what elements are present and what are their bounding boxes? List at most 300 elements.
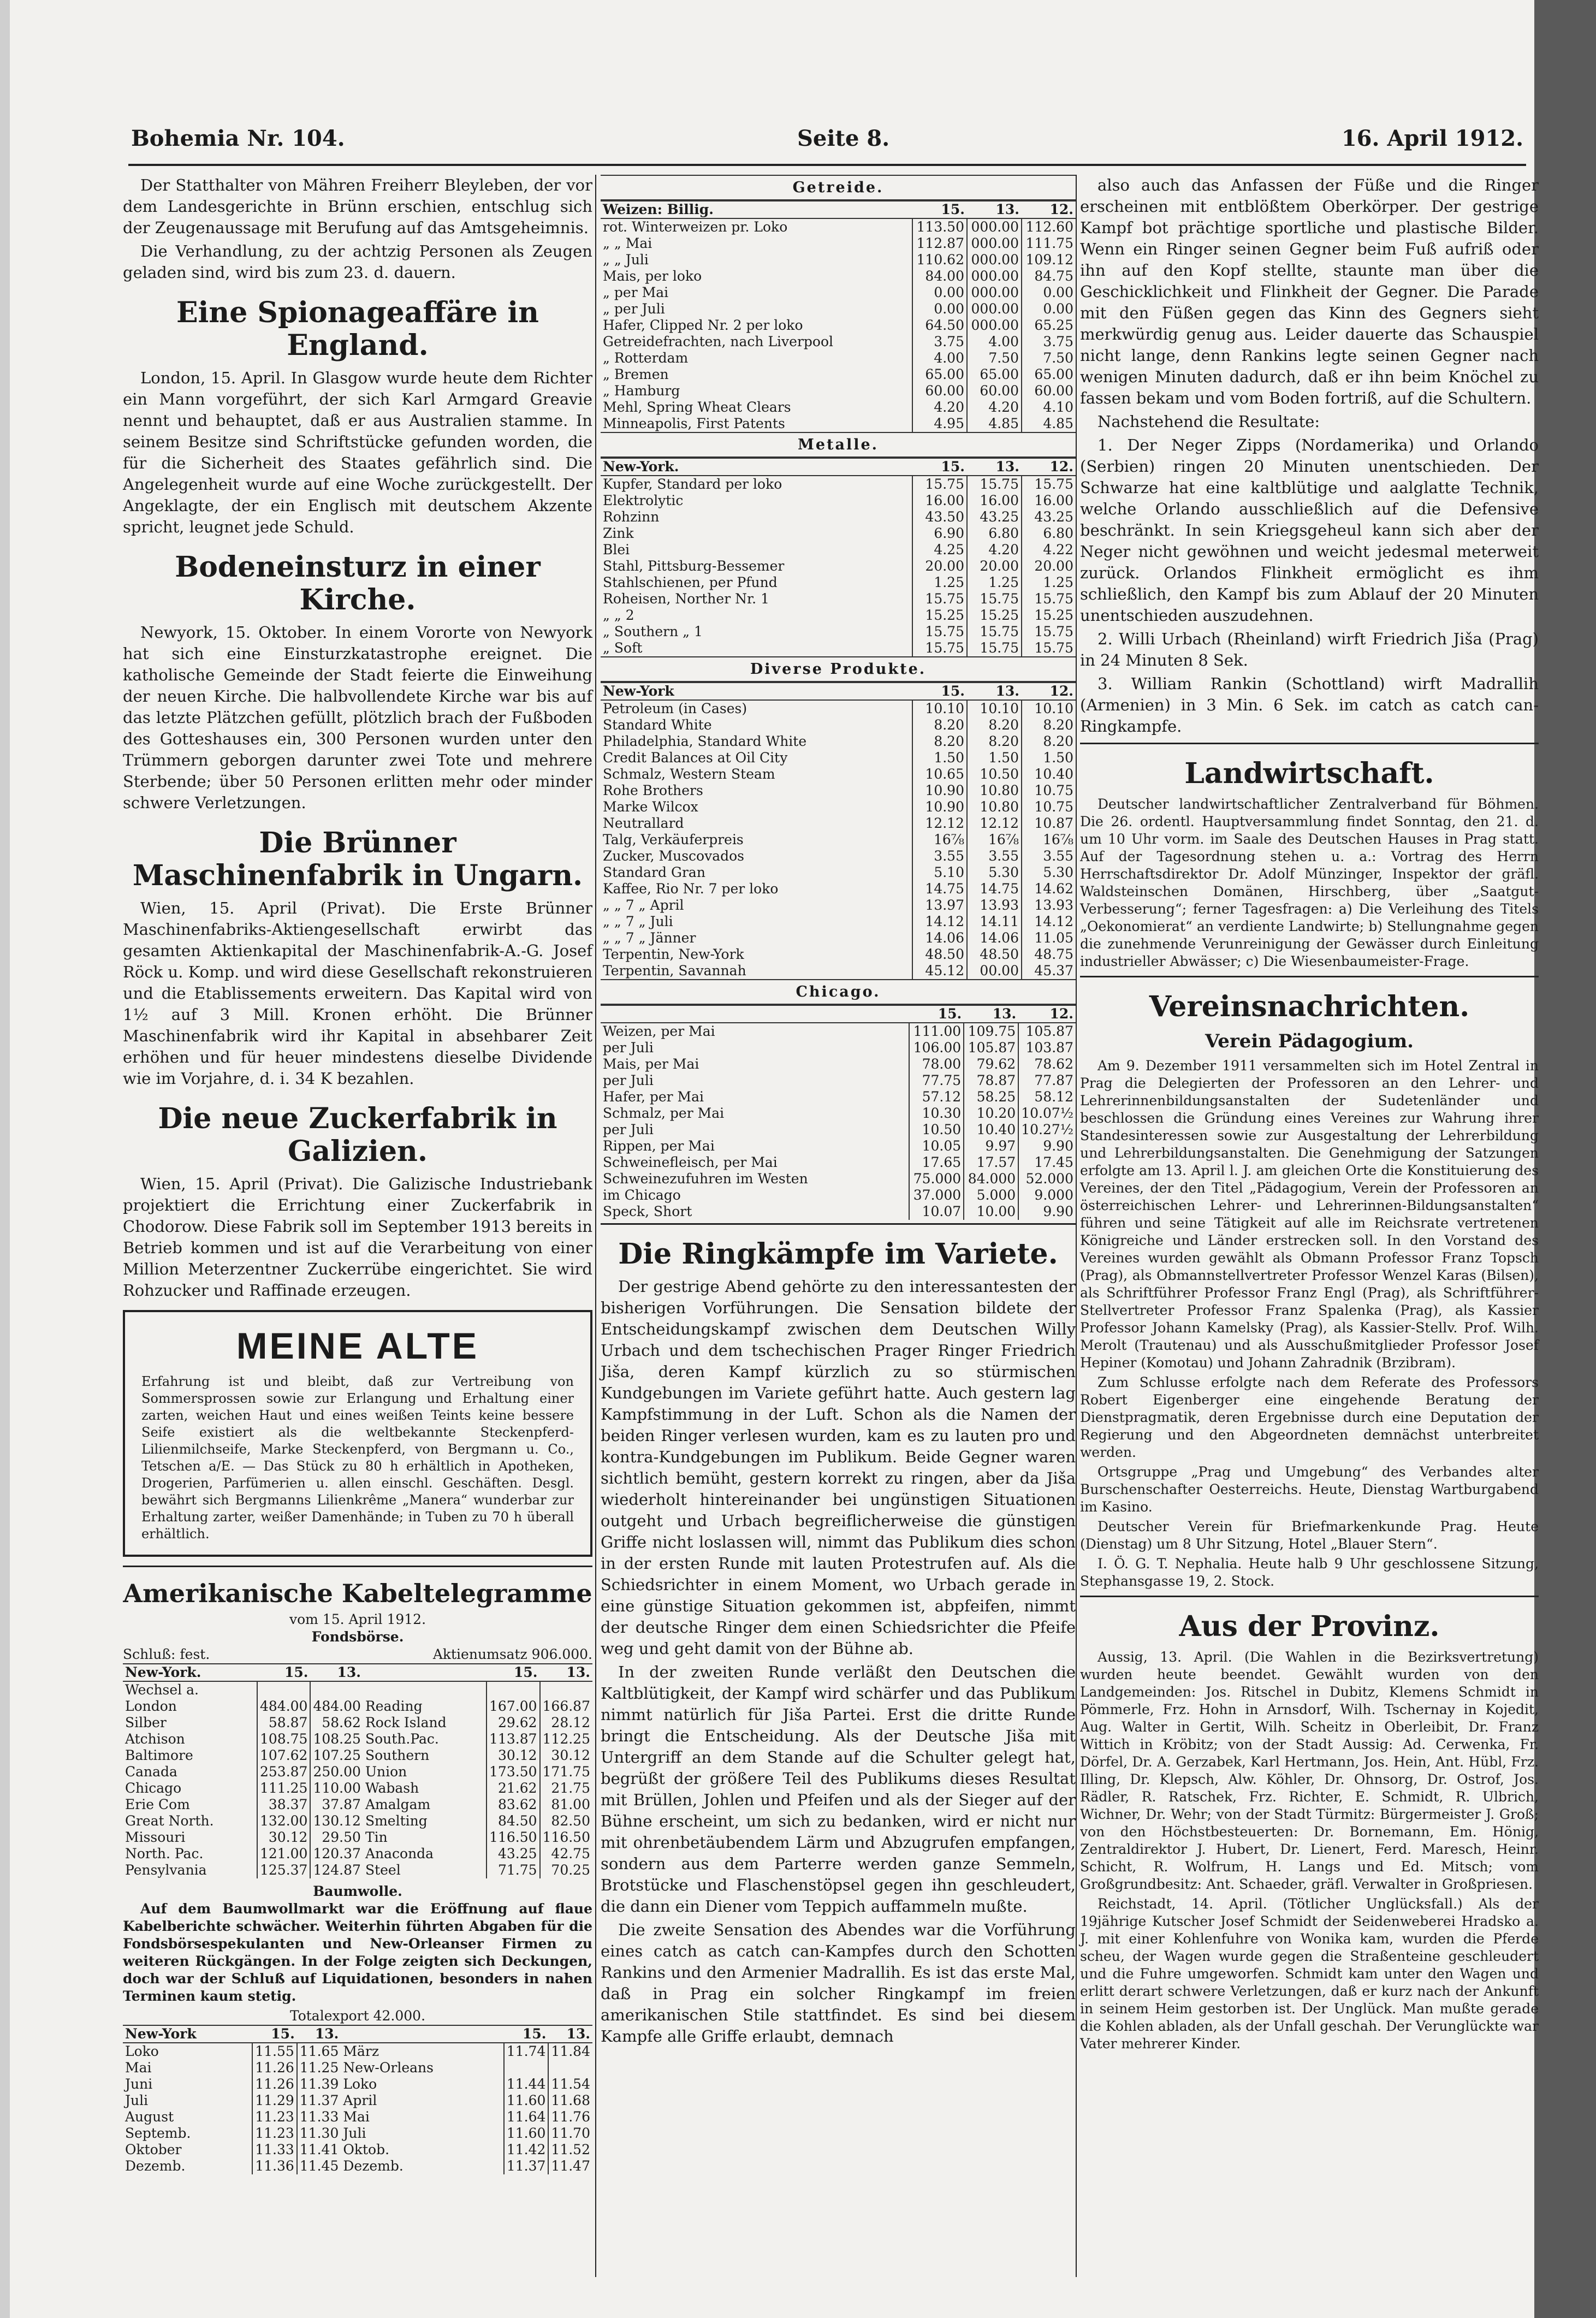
table-cell: South.Pac. — [365, 1731, 439, 1747]
table-row — [123, 2158, 592, 2174]
article-paragraph: Am 9. Dezember 1911 versammelten sich im Hotel Zentral in Prag die Delegierten der Professoren an den Lehrer- und Lehrerinnenbildungsanstalten der Sudetenländer und beschlossen die Gründung eines Vereines zur Wahrung ihrer Standesinteressen sowie zur Ausgestaltung der Lehrerbildung und Lehrerbildungsanstalten. Die Genehmigung der Satzungen erfolgte am 13. April l. J. am gleichen Orte die Konstituierung des Vereines, der den Titel „Pädagogium, Verein der Professoren an österreichischen Lehrer- und Lehrerinnen-Bildungsanstalten“ führen und seine Tätigkeit auf alle im Reichsrate vertretenen Königreiche und Länder erstrecken soll. In den Vorstand des Vereines wurden gewählt als Obmann Professor Franz Topsch (Prag), als Obmannstellvertreter Professor Wenzel Karas (Bilsen), als Schriftführer Professor Franz Engl (Prag), als Schriftführer-Stellvertreter Professor Franz Spalenka (Prag), als Kassier Professor Johann Kamelsky (Prag), als Kassier-Stellv. Prof. Wilh. Merolt (Trautenau) und als Ausschußmitglieder Professor Josef Hepiner (Komotau) und Johann Zahradnik (Brzibram). — [1080, 1058, 1539, 1371]
article-paragraph: Der Statthalter von Mähren Freiherr Bleyleben, der vor dem Landesgerichte in Brünn erschien, entschlug sich der Zeugenaussage mit Berufung auf das Amtsgeheimnis. — [123, 176, 592, 237]
table-cell: Neutrallard — [603, 815, 684, 831]
table-header-row — [601, 683, 1076, 700]
table-cell: „ Southern „ 1 — [603, 624, 703, 639]
table-row — [123, 2060, 592, 2076]
table-row — [601, 640, 1076, 656]
table-row — [601, 284, 1076, 301]
table-cell: 113.50 — [912, 218, 967, 235]
table-row — [123, 1797, 592, 1813]
table-cell: Speck, Short — [603, 1204, 692, 1219]
table-cell: Juli — [343, 2125, 366, 2141]
table-row — [601, 399, 1076, 416]
table-cell: 15.75 — [967, 476, 1022, 493]
table-cell: 1.25 — [912, 574, 967, 591]
section-rule — [1080, 1596, 1539, 1597]
table-header-cell: 13. — [967, 683, 1022, 700]
table-cell: 000.00 — [967, 284, 1022, 301]
table-cell: 48.50 — [967, 946, 1022, 963]
table-cell: Rippen, per Mai — [603, 1138, 715, 1154]
table-header-cell — [341, 2025, 503, 2043]
table-cell: 0.00 — [912, 284, 967, 301]
table-cell: 00.00 — [967, 963, 1022, 979]
table-cell: 4.85 — [967, 416, 1022, 432]
table-row — [601, 700, 1076, 717]
table-cell: 5.000 — [964, 1187, 1018, 1204]
table-cell: Kaffee, Rio Nr. 7 per loko — [603, 881, 779, 897]
header-page-number: Seite 8. — [797, 126, 890, 151]
table-cell: 45.12 — [912, 963, 967, 979]
table-row — [601, 799, 1076, 815]
table-cell: 173.50 — [486, 1764, 539, 1780]
table-row — [601, 897, 1076, 914]
table-cell: 12.12 — [912, 815, 967, 832]
table-cell: 1.25 — [967, 574, 1022, 591]
table-header-cell: 13. — [548, 2025, 592, 2043]
table-cell: 4.00 — [912, 350, 967, 366]
table-cell: 29.50 — [310, 1829, 363, 1846]
notice-paragraph: Deutscher Verein für Briefmarkenkunde Prag. Heute (Dienstag) um 8 Uhr Sitzung, Hotel „Blauer Stern“. — [1080, 1519, 1539, 1552]
table-cell: 10.07 — [909, 1204, 964, 1220]
table-cell: 000.00 — [967, 235, 1022, 252]
table-row — [123, 1698, 592, 1715]
table-row — [123, 1813, 592, 1829]
table-header-cell: 15. — [912, 683, 967, 700]
article-paragraph: Die Verhandlung, zu der achtzig Personen als Zeugen geladen sind, wird bis zum 23. d. dauern. — [123, 242, 592, 282]
table-cell: 000.00 — [967, 268, 1022, 284]
table-cell: London — [125, 1698, 177, 1714]
table-cell: 1.25 — [1022, 574, 1076, 591]
table-cell: 112.25 — [540, 1731, 592, 1747]
table-cell: 11.23 — [252, 2109, 297, 2125]
table-cell: 75.000 — [909, 1171, 964, 1187]
table-cell: Zucker, Muscovados — [603, 848, 745, 864]
scan-right-edge — [1534, 0, 1596, 2318]
table-cell: 167.00 — [486, 1698, 539, 1715]
table-cell: 10.40 — [1022, 766, 1076, 782]
table-cell: 17.45 — [1018, 1154, 1076, 1171]
table-cell: 108.25 — [310, 1731, 363, 1747]
header-paper-name: Bohemia Nr. 104. — [131, 126, 345, 151]
table-row — [601, 334, 1076, 350]
table-cell: 110.00 — [310, 1780, 363, 1797]
table-row — [601, 235, 1076, 252]
table-cell: 1.50 — [912, 750, 967, 766]
table-cell: Elektrolytic — [603, 493, 684, 508]
table-header-cell: 13. — [967, 458, 1022, 476]
column-divider-1 — [595, 175, 596, 2277]
table-cell: 48.50 — [912, 946, 967, 963]
table-row — [601, 815, 1076, 832]
table-cell: 84.00 — [912, 268, 967, 284]
article-paragraph: Die zweite Sensation des Abendes war die Vorführung eines catch as catch can-Kampfes durch den Schotten Rankins und den Armenier Madrallih. Es ist das erste Mal, daß in Prag ein solcher Ringkampf im freien amerikanischen Stile stattfindet. Es sind bei diesem Kampfe alle Griffe erlaubt, demnach — [601, 1920, 1076, 2046]
table-row — [601, 1040, 1076, 1056]
table-cell: 52.000 — [1018, 1171, 1076, 1187]
table-header-cell: 13. — [310, 1664, 363, 1681]
table-cell: 10.10 — [1022, 700, 1076, 717]
table-row — [601, 766, 1076, 782]
table-row — [601, 268, 1076, 284]
table-cell: Pensylvania — [125, 1862, 207, 1878]
table-cell: Oktob. — [343, 2142, 390, 2157]
cable-date: vom 15. April 1912. — [289, 1611, 426, 1627]
table-cell: 14.11 — [967, 914, 1022, 930]
table-cell: 13.93 — [967, 897, 1022, 914]
table-cell: April — [343, 2092, 377, 2108]
table-row — [123, 2092, 592, 2109]
article-paragraph: Wien, 15. April (Privat). Die Erste Brünner Maschinenfabriks-Aktiengesellschaft erwirbt das gesamten Aktienkapital der Maschinenfabrik-A.-G. Josef Röck u. Komp. und wird diese Gesellschaft rekonstruieren und die Etablissements erweitern. Das Kapital wird von 1½ auf 3 Mill. Kronen erhöht. Die Brünner Maschinenfabrik wird ihr Kapital in absehbarer Zeit erhöhen und für heuer mindestens dieselbe Dividende wie im Vorjahre, d. i. 34 K bezahlen. — [123, 899, 592, 1088]
table-cell: 9.000 — [1018, 1187, 1076, 1204]
table-cell: 111.25 — [257, 1780, 310, 1797]
table-cell: 13.97 — [912, 897, 967, 914]
table-cell: 10.80 — [967, 799, 1022, 815]
table-cell: 10.40 — [964, 1122, 1018, 1138]
table-row — [601, 1023, 1076, 1040]
table-cell: 8.20 — [967, 717, 1022, 733]
table-cell: 0.00 — [1022, 301, 1076, 317]
table-cell: 16.00 — [1022, 493, 1076, 509]
table-cell: 5.30 — [1022, 864, 1076, 881]
table-cell: 17.57 — [964, 1154, 1018, 1171]
table-row — [601, 832, 1076, 848]
table-row — [601, 946, 1076, 963]
table-cell — [504, 2060, 549, 2076]
table-row — [601, 542, 1076, 558]
table-header-row — [601, 458, 1076, 476]
table-cell: 14.62 — [1022, 881, 1076, 897]
table-cell: 79.62 — [964, 1056, 1018, 1072]
table-cell: Petroleum (in Cases) — [603, 701, 747, 716]
table-cell: Talg, Verkäuferpreis — [603, 832, 744, 847]
table-cell: 10.87 — [1022, 815, 1076, 832]
table-cell: 4.10 — [1022, 399, 1076, 416]
headline-brno-factory: Die Brünner Maschinenfabrik in Ungarn. — [132, 826, 583, 892]
table-cell: 14.75 — [912, 881, 967, 897]
table-cell: Kupfer, Standard per loko — [603, 476, 782, 492]
table-cell: 000.00 — [967, 317, 1022, 334]
metal-table — [601, 458, 1076, 656]
table-cell: Missouri — [125, 1829, 186, 1845]
table-cell: 58.62 — [310, 1715, 363, 1731]
table-cell: Canada — [125, 1764, 177, 1780]
table-cell: „ „ Juli — [603, 252, 649, 268]
article-paragraph: Deutscher landwirtschaftlicher Zentralverband für Böhmen. Die 26. ordentl. Hauptversammlung findet Sonntag, den 21. d. um 10 Uhr vorm. im Saale des Deutschen Hauses in Prag statt. Auf der Tagesordnung stehen u. a.: Vortrag des Herrn Herrschaftsdirektor Dr. Adolf Münzinger, Inspektor der gräfl. Waldsteinschen Domänen, Hirschberg, über „Saatgut-Verbesserung“; ferner Tagesfragen: a) Die Verleihung des Titels „Oekonomierat“ an verdiente Landwirte; b) Stellungnahme gegen die zunehmende Verunreinigung der Gewässer durch Einleitung industrieller Abwässer; c) Die Wiesenbaumeister-Frage. — [1080, 796, 1539, 969]
table-cell: 16.00 — [912, 493, 967, 509]
table-cell: 16⅞ — [1022, 832, 1076, 848]
table-cell: 15.75 — [912, 476, 967, 493]
table-row — [601, 1122, 1076, 1138]
headline-church-collapse: Bodeneinsturz in einer Kirche. — [175, 550, 541, 616]
table-cell: Amalgam — [365, 1797, 431, 1812]
table-cell: Atchison — [125, 1731, 185, 1747]
table-row — [123, 2109, 592, 2125]
table-cell: 84.75 — [1022, 268, 1076, 284]
table-cell: 6.80 — [967, 525, 1022, 542]
table-cell: 15.75 — [967, 591, 1022, 607]
table-cell: 10.27½ — [1018, 1122, 1076, 1138]
table-cell: 60.00 — [912, 383, 967, 399]
table-cell: 15.75 — [1022, 591, 1076, 607]
table-row — [601, 750, 1076, 766]
table-cell: 11.30 — [297, 2125, 341, 2142]
table-cell: 4.95 — [912, 416, 967, 432]
table-cell: 116.50 — [486, 1829, 539, 1846]
table-cell: Smelting — [365, 1813, 428, 1829]
table-row — [601, 301, 1076, 317]
table-cell: 42.75 — [540, 1846, 592, 1862]
table-cell: 8.20 — [1022, 733, 1076, 750]
table-cell: 124.87 — [310, 1862, 363, 1878]
chicago-title: Chicago. — [601, 979, 1076, 1005]
table-cell: 14.12 — [1022, 914, 1076, 930]
article-paragraph: In der zweiten Runde verläßt den Deutschen die Kaltblütigkeit, der Kampf wird schärfer und das Publikum nimmt natürlich für Jiša Partei. Erst die dritte Runde bringt die Entscheidung. Als der Deutsche Jiša mit Untergriff an dem Stande auf die Schulter gelegt hat, begrüßt der größere Teil des Publikums dieses Resultat mit Brüllen, Johlen und Pfeifen und als der Sieger auf der Bühne erscheint, um sich zu bedanken, wird er nicht nur mit ohrenbetäubendem Lärm und Abzugrufen empfangen, sondern aus dem Parterre werden ganze Semmeln, Brotstücke und Flaschenstöpsel gegen ihn geschleudert, die dann ein Diener vom Teppich auffammeln mußte. — [601, 1663, 1076, 1916]
table-cell: März — [343, 2043, 379, 2059]
table-cell: Credit Balances at Oil City — [603, 750, 788, 766]
table-cell: 8.20 — [912, 717, 967, 733]
table-cell: 112.60 — [1022, 218, 1076, 235]
table-cell: 125.37 — [257, 1862, 310, 1878]
table-cell: 78.87 — [964, 1072, 1018, 1089]
table-cell: 9.90 — [1018, 1204, 1076, 1220]
table-cell: Hafer, Clipped Nr. 2 per loko — [603, 317, 803, 333]
table-cell: Steel — [365, 1862, 401, 1878]
table-cell: 10.10 — [912, 700, 967, 717]
table-cell: Dezemb. — [343, 2158, 404, 2174]
table-cell: Southern — [365, 1747, 430, 1763]
table-header-cell: Weizen: Billig. — [601, 201, 912, 218]
table-cell: 107.25 — [310, 1747, 363, 1764]
table-cell: 71.75 — [486, 1862, 539, 1878]
table-cell: Terpentin, Savannah — [603, 963, 746, 979]
table-cell: Schweinezufuhren im Westen — [603, 1171, 808, 1187]
table-cell: 15.75 — [1022, 476, 1076, 493]
table-header-cell: 13. — [540, 1664, 592, 1681]
table-cell: 20.00 — [967, 558, 1022, 574]
table-header-cell: 15. — [909, 1005, 964, 1023]
table-cell: 48.75 — [1022, 946, 1076, 963]
table-cell: 60.00 — [967, 383, 1022, 399]
table-row — [123, 1731, 592, 1747]
table-cell: 10.07½ — [1018, 1105, 1076, 1122]
notice-paragraph: I. Ö. G. T. Nephalia. Heute halb 9 Uhr geschlossene Sitzung, Stephansgasse 19, 2. Stock. — [1080, 1556, 1539, 1589]
table-row — [601, 383, 1076, 399]
article-paragraph: also auch das Anfassen der Füße und die Ringer erscheinen mit entblößtem Oberkörper. Der gestrige Kampf bot prächtige sportliche und plastische Bilder. Wenn ein Ringer seinen Gegner beim Fuß aufriß oder ihn auf den Kopf stellte, staunte man über die Geschicklichkeit und Flinkheit der Gegner. Die Parade mit den Füßen gegen das Kinn des Gegners sieht merkwürdig genug aus. Leider dauerte das Schauspiel nicht lange, denn Rankins legte seinen Gegner nach wenigen Minuten dadurch, daß er ihn beim Knöchel zu fassen bekam und vom Boden fortriß, auf die Schultern. — [1080, 176, 1539, 407]
table-cell: 6.80 — [1022, 525, 1076, 542]
table-cell: 43.25 — [967, 509, 1022, 525]
table-cell: 16.00 — [967, 493, 1022, 509]
table-cell: Reading — [365, 1698, 423, 1714]
table-cell: 30.12 — [486, 1747, 539, 1764]
table-cell: 15.75 — [912, 640, 967, 656]
column-1 — [123, 175, 592, 2174]
grain-table — [601, 200, 1076, 432]
table-cell: 11.70 — [548, 2125, 592, 2142]
table-cell: 15.25 — [967, 607, 1022, 624]
table-cell: 65.00 — [967, 366, 1022, 383]
table-header-cell — [363, 1664, 486, 1681]
table-row — [123, 2125, 592, 2142]
table-row — [123, 1681, 592, 1698]
table-cell: 1.50 — [1022, 750, 1076, 766]
table-cell: 1.50 — [967, 750, 1022, 766]
table-cell: 14.12 — [912, 914, 967, 930]
table-cell: Loko — [343, 2076, 377, 2092]
table-cell: 5.30 — [967, 864, 1022, 881]
table-cell: „ Soft — [603, 640, 643, 656]
table-cell: 64.50 — [912, 317, 967, 334]
table-cell: Rohe Brothers — [603, 782, 703, 798]
table-cell: 109.75 — [964, 1023, 1018, 1040]
cotton-title: Baumwolle. — [313, 1883, 402, 1899]
table-cell: 83.62 — [486, 1797, 539, 1813]
table-cell: 10.75 — [1022, 782, 1076, 799]
table-cell: 250.00 — [310, 1764, 363, 1780]
table-header-row — [123, 2025, 592, 2043]
table-header-cell: 12. — [1022, 458, 1076, 476]
table-row — [601, 218, 1076, 235]
table-cell: „ Rotterdam — [603, 350, 689, 366]
chicago-table — [601, 1005, 1076, 1220]
table-cell: 15.75 — [1022, 624, 1076, 640]
table-cell: 10.90 — [912, 799, 967, 815]
table-cell: 84.000 — [964, 1171, 1018, 1187]
table-cell: 43.25 — [486, 1846, 539, 1862]
table-cell: 113.87 — [486, 1731, 539, 1747]
table-cell: 484.00 — [257, 1698, 310, 1715]
table-cell: 21.62 — [486, 1780, 539, 1797]
table-cell: 7.50 — [1022, 350, 1076, 366]
cotton-text: Auf dem Baumwollmarkt war die Eröffnung auf flaue Kabelberichte schwächer. Weiterhin führten Abgaben für die Fondsbörsespekulanten und New-Orleanser Firmen zu weiteren Rückgängen. In der Folge zeigten sich Deckungen, doch war der Schluß auf Liquidationen, besonders in nahen Terminen kaum stetig. — [123, 1901, 592, 2004]
table-row — [123, 1715, 592, 1731]
table-cell: 78.00 — [909, 1056, 964, 1072]
table-cell: 11.33 — [297, 2109, 341, 2125]
table-row — [601, 607, 1076, 624]
table-cell: Mehl, Spring Wheat Clears — [603, 399, 791, 415]
table-cell: 171.75 — [540, 1764, 592, 1780]
table-cell: Juni — [125, 2076, 153, 2092]
table-cell: 000.00 — [967, 301, 1022, 317]
table-cell: Getreidefrachten, nach Liverpool — [603, 334, 834, 349]
table-cell: 17.65 — [909, 1154, 964, 1171]
table-row — [601, 574, 1076, 591]
page-header — [131, 126, 1529, 158]
table-cell: 78.62 — [1018, 1056, 1076, 1072]
table-header-cell: New-York. — [123, 1664, 257, 1681]
table-cell: 10.50 — [967, 766, 1022, 782]
table-row — [601, 1072, 1076, 1089]
table-cell: 0.00 — [1022, 284, 1076, 301]
table-cell: 11.55 — [252, 2043, 297, 2060]
table-cell: 57.12 — [909, 1089, 964, 1105]
table-header-cell: 15. — [912, 201, 967, 218]
advertisement-box — [123, 1310, 592, 1557]
table-row — [601, 591, 1076, 607]
table-row — [123, 1846, 592, 1862]
table-cell: 65.00 — [1022, 366, 1076, 383]
table-cell: Philadelphia, Standard White — [603, 733, 807, 749]
table-cell: 0.00 — [912, 301, 967, 317]
table-cell: 11.36 — [252, 2158, 297, 2174]
article-paragraph: Zum Schlusse erfolgte nach dem Referate des Professors Robert Eigenberger eine eingehende Beratung der Dienstpragmatik, deren Ergebnisse durch eine Deputation der Regierung und den Abgeordneten demnächst unterbreitet werden. — [1080, 1374, 1539, 1460]
table-header-cell: 12. — [1018, 1005, 1076, 1023]
table-cell: per Juli — [603, 1040, 654, 1056]
table-cell: 253.87 — [257, 1764, 310, 1780]
table-cell: Stahlschienen, per Pfund — [603, 574, 778, 590]
table-cell: 10.10 — [967, 700, 1022, 717]
table-cell: Union — [365, 1764, 407, 1780]
table-row — [601, 963, 1076, 979]
headline-sugar-factory: Die neue Zuckerfabrik in Galizien. — [158, 1102, 557, 1168]
table-cell: 4.20 — [967, 399, 1022, 416]
table-cell: 82.50 — [540, 1813, 592, 1829]
table-row — [123, 1764, 592, 1780]
section-rule — [1080, 976, 1539, 977]
advertisement-title: MEINE ALTE — [236, 1325, 479, 1367]
column-divider-2 — [1076, 175, 1077, 2277]
table-cell: 43.50 — [912, 509, 967, 525]
table-row — [601, 1171, 1076, 1187]
table-cell: Silber — [125, 1715, 167, 1730]
table-cell: 58.87 — [257, 1715, 310, 1731]
table-cell: 107.62 — [257, 1747, 310, 1764]
table-row — [601, 525, 1076, 542]
table-row — [601, 930, 1076, 946]
table-row — [601, 717, 1076, 733]
table-cell: „ per Juli — [603, 301, 665, 317]
table-header-row — [601, 201, 1076, 218]
advertisement-text: Erfahrung ist und bleibt, daß zur Vertreibung von Sommersprossen sowie zur Erlangung und Erhaltung einer zarten, weichen Haut und eines weißen Teints keine bessere Seife existiert als die weltbekannte Steckenpferd-Lilienmilchseife, Marke Steckenpferd, von Bergmann u. Co., Tetschen a/E. — Das Stück zu 80 h erhältlich in Apotheken, Drogerien, Parfümerien u. allen einschl. Geschäften. Desgl. bewährt sich Bergmanns Lilienkrême „Manera“ wunderbar zur Erhaltung zarter, weißer Damenhände; in Tuben zu 70 h überall erhältlich. — [141, 1374, 574, 1542]
table-cell: Mais, per loko — [603, 268, 702, 284]
table-cell: 15.25 — [912, 607, 967, 624]
table-cell: Minneapolis, First Patents — [603, 416, 785, 431]
headline-spy-affair: Eine Spionageaffäre in England. — [176, 296, 539, 362]
table-cell: 37.87 — [310, 1797, 363, 1813]
table-cell: Schmalz, Western Steam — [603, 766, 775, 782]
table-header-cell: New-York — [123, 2025, 252, 2043]
table-row — [601, 881, 1076, 897]
table-row — [123, 2142, 592, 2158]
table-cell: 11.52 — [548, 2142, 592, 2158]
column-3 — [1080, 175, 1539, 2055]
table-row — [601, 1056, 1076, 1072]
table-cell: 15.75 — [967, 640, 1022, 656]
table-cell: „ „ 7 „ Jänner — [603, 930, 696, 946]
table-cell: 11.47 — [548, 2158, 592, 2174]
subheadline-paedagogium: Verein Pädagogium. — [1205, 1030, 1414, 1052]
fonds-close: Schluß: fest. — [123, 1646, 210, 1662]
article-paragraph: Newyork, 15. Oktober. In einem Vororte von Newyork hat sich eine Einsturzkatastrophe ereignet. Die katholische Gemeinde der Stadt feierte die Einweihung der neuen Kirche. Die halbvollendete Kirche war bis auf das letzte Plätzchen gefüllt, plötzlich brach der Fußboden des Gotteshauses ein, 300 Personen wurden unter den Trümmern geborgen darunter zwei Tote und mehrere Sterbende; über 50 Personen erlitten mehr oder minder schwere Verletzungen. — [123, 623, 592, 812]
table-cell: 10.20 — [964, 1105, 1018, 1122]
table-cell: Oktober — [125, 2142, 182, 2157]
table-cell: 11.37 — [297, 2092, 341, 2109]
table-cell: Standard White — [603, 717, 712, 733]
table-header-cell: 12. — [1022, 201, 1076, 218]
table-cell: Schmalz, per Mai — [603, 1105, 725, 1121]
table-row — [601, 416, 1076, 432]
table-cell: Mais, per Mai — [603, 1056, 699, 1072]
table-cell — [257, 1681, 310, 1698]
article-paragraph: 3. William Rankin (Schottland) wirft Madrallih (Armenien) in 3 Min. 6 Sek. im catch as catch can-Ringkampfe. — [1080, 674, 1539, 736]
table-cell: 11.76 — [548, 2109, 592, 2125]
table-cell: 15.75 — [912, 624, 967, 640]
table-cell: 15.75 — [912, 591, 967, 607]
products-title: Diverse Produkte. — [601, 656, 1076, 682]
table-cell: Dezemb. — [125, 2158, 186, 2174]
table-cell: 105.87 — [964, 1040, 1018, 1056]
table-cell: 108.75 — [257, 1731, 310, 1747]
table-header-cell: 12. — [1022, 683, 1076, 700]
